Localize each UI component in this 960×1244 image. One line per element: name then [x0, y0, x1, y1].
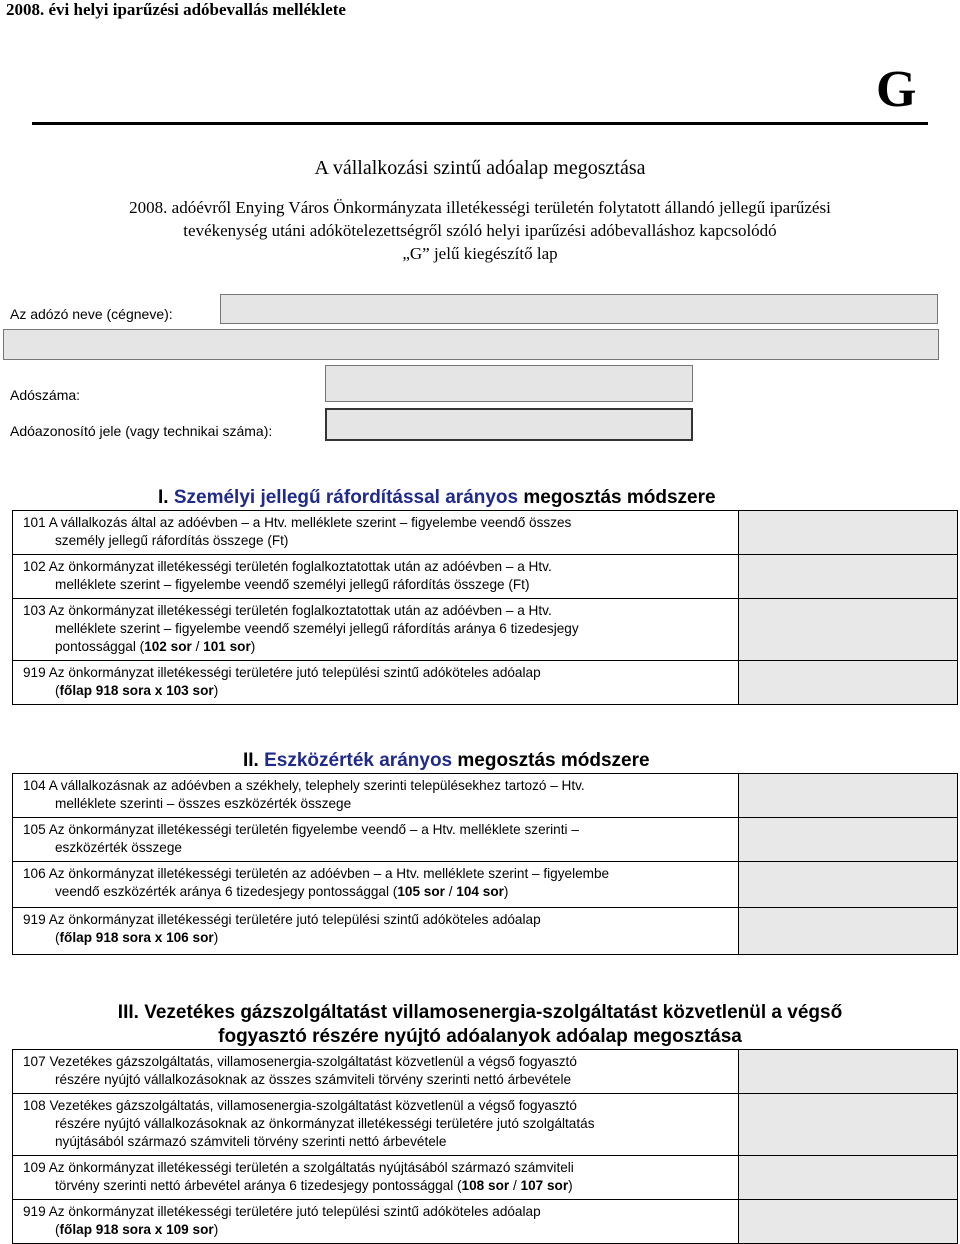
row-text — [23, 929, 732, 947]
text: főlap 918 sora x 109 sor — [59, 1222, 214, 1237]
value-field-919[interactable] — [739, 908, 958, 955]
section-title-rest: megosztás módszere — [457, 750, 650, 771]
section-2-table — [12, 773, 958, 955]
row-text: 104 A vállalkozásnak az adóévben a székhely, telephely szerinti településekhez tartozó – Htv. — [23, 778, 585, 793]
section-2-title — [243, 750, 650, 772]
text: ( — [55, 930, 60, 945]
row-text — [23, 883, 732, 901]
row-text: 919 Az önkormányzat illetékességi területére jutó települési szintű adóköteles adóalap — [23, 665, 541, 680]
text: ) — [213, 683, 219, 698]
taxpayer-name-field-2[interactable] — [3, 329, 939, 360]
row-text: melléklete szerint – figyelembe veendő személyi jellegű ráfordítás összege (Ft) — [55, 577, 530, 592]
table-row — [13, 555, 958, 599]
value-field-104[interactable] — [739, 774, 958, 818]
tax-number-label: Adószáma: — [10, 387, 81, 403]
form-letter: G — [876, 61, 917, 118]
row-text: 107 Vezetékes gázszolgáltatás, villamosenergia-szolgáltatást közvetlenül a végső fogyasztó — [23, 1054, 577, 1069]
text: ) — [213, 1222, 219, 1237]
row-text: 919 Az önkormányzat illetékességi területére jutó települési szintű adóköteles adóalap — [23, 1204, 541, 1219]
text: ) — [568, 1178, 573, 1193]
text: 101 sor — [203, 639, 251, 654]
table-row — [13, 774, 958, 818]
row-text: nyújtásából származó számviteli törvény szerinti nettó árbevétele — [55, 1134, 447, 1149]
row-text: 105 Az önkormányzat illetékességi területén figyelembe veendő – a Htv. melléklete szerinti – — [23, 822, 579, 837]
section-1-table — [12, 510, 958, 705]
tax-id-field[interactable] — [325, 408, 693, 441]
row-text: 103 Az önkormányzat illetékességi területén foglalkoztatottak után az adóévben – a Htv. — [23, 603, 552, 618]
value-field-108[interactable] — [739, 1094, 958, 1156]
row-text: személy jellegű ráfordítás összege (Ft) — [55, 533, 289, 548]
table-row — [13, 1050, 958, 1094]
taxpayer-name-field[interactable] — [220, 294, 938, 324]
text: / — [191, 639, 204, 654]
page-header-title: 2008. évi helyi iparűzési adóbevallás melléklete — [6, 0, 346, 19]
row-label — [13, 661, 739, 705]
row-text: 919 Az önkormányzat illetékességi területére jutó települési szintű adóköteles adóalap — [23, 912, 541, 927]
section-title-highlight: Eszközérték arányos — [264, 750, 453, 771]
table-row — [13, 1200, 958, 1244]
text: ) — [213, 930, 219, 945]
form-subtitle — [30, 196, 930, 265]
row-text — [23, 682, 732, 700]
tax-id-label: Adóazonosító jele (vagy technikai száma): — [10, 423, 273, 439]
table-row — [13, 908, 958, 955]
subtitle-line: 2008. adóévről Enying Város Önkormányzata illetékességi területén folytatott állandó jellegű iparűzési — [129, 198, 831, 217]
header-divider — [32, 122, 928, 125]
value-field-109[interactable] — [739, 1156, 958, 1200]
row-text — [23, 1221, 732, 1239]
row-text: részére nyújtó vállalkozásoknak az önkormányzat illetékességi területére jutó szolgáltatás — [55, 1116, 595, 1131]
value-field-106[interactable] — [739, 862, 958, 908]
table-row — [13, 818, 958, 862]
text: 108 sor — [461, 1178, 510, 1193]
row-label — [13, 555, 739, 599]
section-3-table — [12, 1049, 958, 1244]
row-label — [13, 511, 739, 555]
tax-number-field[interactable] — [325, 365, 693, 402]
section-title-line: III. Vezetékes gázszolgáltatást villamosenergia-szolgáltatást közvetlenül a végső — [117, 1002, 843, 1023]
section-number: I. — [158, 487, 169, 508]
text: 104 sor — [456, 884, 504, 899]
text: ( — [55, 1222, 60, 1237]
value-field-105[interactable] — [739, 818, 958, 862]
text: 107 sor — [520, 1178, 569, 1193]
row-text: 108 Vezetékes gázszolgáltatás, villamosenergia-szolgáltatást közvetlenül a végső fogyasztó — [23, 1098, 577, 1113]
text: 105 sor — [397, 884, 445, 899]
section-3-title — [0, 1001, 960, 1049]
row-text — [23, 638, 732, 656]
row-text: melléklete szerint – figyelembe veendő személyi jellegű ráfordítás aránya 6 tizedesjegy — [55, 621, 579, 636]
section-title-line: fogyasztó részére nyújtó adóalanyok adóalap megosztása — [218, 1026, 742, 1047]
text: főlap 918 sora x 106 sor — [59, 930, 214, 945]
text: pontossággal ( — [55, 639, 145, 654]
table-row — [13, 599, 958, 661]
subtitle-line: tevékenység utáni adókötelezettségről szóló helyi iparűzési adóbevalláshoz kapcsolódó — [183, 221, 777, 240]
section-title-highlight: Személyi jellegű ráfordítással arányos — [173, 487, 519, 508]
row-text: 102 Az önkormányzat illetékességi területén foglalkoztatottak után az adóévben – a Htv. — [23, 559, 552, 574]
subtitle-line: „G” jelű kiegészítő lap — [402, 244, 558, 263]
value-field-919[interactable] — [739, 1200, 958, 1244]
row-text: 106 Az önkormányzat illetékességi területén az adóévben – a Htv. melléklete szerint – figyelembe — [23, 866, 610, 881]
row-label — [13, 599, 739, 661]
taxpayer-name-label: Az adózó neve (cégneve): — [10, 306, 173, 322]
value-field-107[interactable] — [739, 1050, 958, 1094]
value-field-101[interactable] — [739, 511, 958, 555]
row-label — [13, 1094, 739, 1156]
value-field-103[interactable] — [739, 599, 958, 661]
section-title-rest: megosztás módszere — [523, 487, 716, 508]
row-text: melléklete szerinti – összes eszközérték összege — [55, 796, 352, 811]
row-label — [13, 818, 739, 862]
table-row — [13, 511, 958, 555]
table-row — [13, 1094, 958, 1156]
text: főlap 918 sora x 103 sor — [59, 683, 214, 698]
text: törvény szerinti nettó árbevétel aránya 6 tizedesjegy pontossággal ( — [55, 1178, 462, 1193]
table-row — [13, 661, 958, 705]
text: veendő eszközérték aránya 6 tizedesjegy pontossággal ( — [55, 884, 398, 899]
value-field-102[interactable] — [739, 555, 958, 599]
table-row — [13, 862, 958, 908]
row-label — [13, 1156, 739, 1200]
row-label — [13, 1050, 739, 1094]
table-row — [13, 1156, 958, 1200]
row-label — [13, 908, 739, 955]
section-1-title — [158, 487, 716, 509]
row-text: részére nyújtó vállalkozásoknak az összes számviteli törvény szerinti nettó árbevétele — [55, 1072, 572, 1087]
row-text — [23, 1177, 732, 1195]
text: ( — [55, 683, 60, 698]
row-text: 109 Az önkormányzat illetékességi területén a szolgáltatás nyújtásából származó számviteli — [23, 1160, 574, 1175]
text: / — [509, 1178, 521, 1193]
text: / — [444, 884, 457, 899]
text: ) — [250, 639, 256, 654]
row-label — [13, 774, 739, 818]
row-text: eszközérték összege — [55, 840, 182, 855]
row-text: 101 A vállalkozás által az adóévben – a Htv. melléklete szerint – figyelembe veendő összes — [23, 515, 572, 530]
value-field-919[interactable] — [739, 661, 958, 705]
row-label — [13, 862, 739, 908]
section-number: II. — [243, 750, 259, 771]
main-title: A vállalkozási szintű adóalap megosztása — [314, 157, 646, 179]
text: ) — [503, 884, 509, 899]
text: 102 sor — [144, 639, 192, 654]
row-label — [13, 1200, 739, 1244]
